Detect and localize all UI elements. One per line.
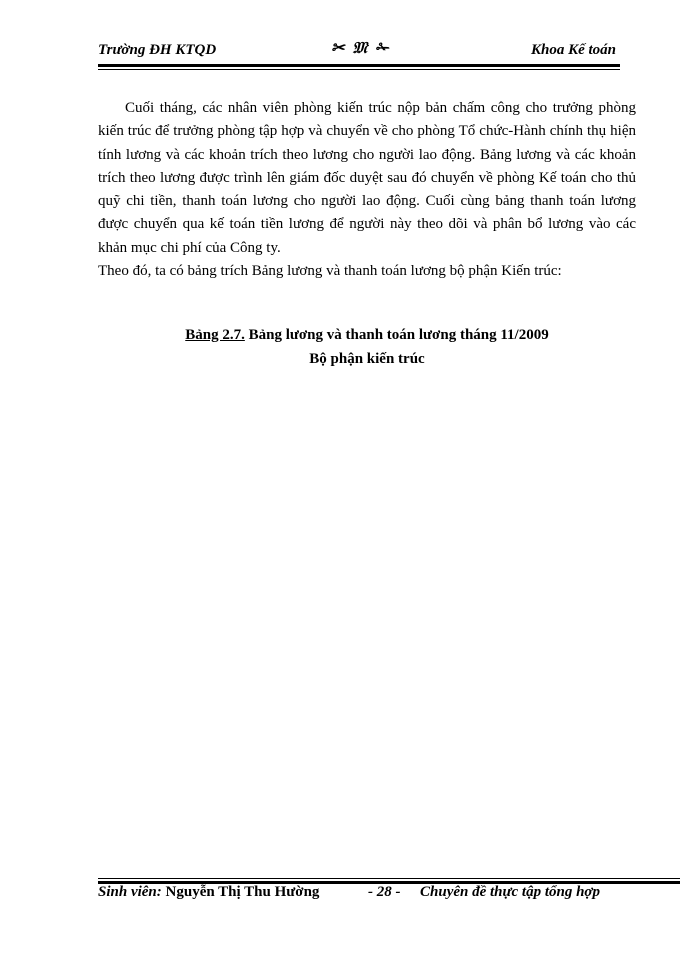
page-number: - 28 -	[368, 884, 401, 900]
body-paragraph-1: Cuối tháng, các nhân viên phòng kiến trúc nộp bản chấm công cho trưởng phòng kiến trúc để trưởng phòng tập hợp và chuyển về cho phòng Tổ chức-Hành chính thụ hiện tính lương và các khoản trích theo lương cho người lao động. Bảng lương và các khoản trích theo lương được trình lên giám đốc duyệt sau đó chuyển về phòng Kế toán cho thủ quỹ chi tiền, thanh toán lương cho người lao động. Cuối cùng bảng thanh toán lương được chuyển qua kế toán tiền lương để người này theo dõi và phân bổ lương vào các khản mục chi phí của Công ty.	[98, 100, 636, 256]
school-name: Trường ĐH KTQD	[98, 42, 217, 58]
header-ornament: ✂ 𝔐 ✁	[331, 40, 391, 57]
header-rule-thin	[98, 69, 620, 70]
page-header	[98, 40, 620, 62]
table-caption	[98, 327, 636, 344]
page-footer	[98, 884, 680, 906]
table-number: Bảng 2.7.	[185, 327, 245, 343]
table-subtitle: Bộ phận kiến trúc	[309, 351, 425, 367]
body-paragraph-2: Theo đó, ta có bảng trích Bảng lương và thanh toán lương bộ phận Kiến trúc:	[98, 263, 562, 280]
table-title: Bảng lương và thanh toán lương tháng 11/2009	[244, 327, 549, 343]
footer-rule-thin	[98, 878, 680, 879]
student-info	[98, 884, 319, 901]
report-topic: Chuyên đề thực tập tổng hợp	[420, 884, 600, 900]
header-rule-thick	[98, 64, 620, 67]
student-label: Sinh viên:	[98, 884, 162, 900]
body-text	[98, 97, 636, 283]
department-name: Khoa Kế toán	[530, 42, 616, 58]
student-name: Nguyễn Thị Thu Hường	[161, 884, 320, 900]
